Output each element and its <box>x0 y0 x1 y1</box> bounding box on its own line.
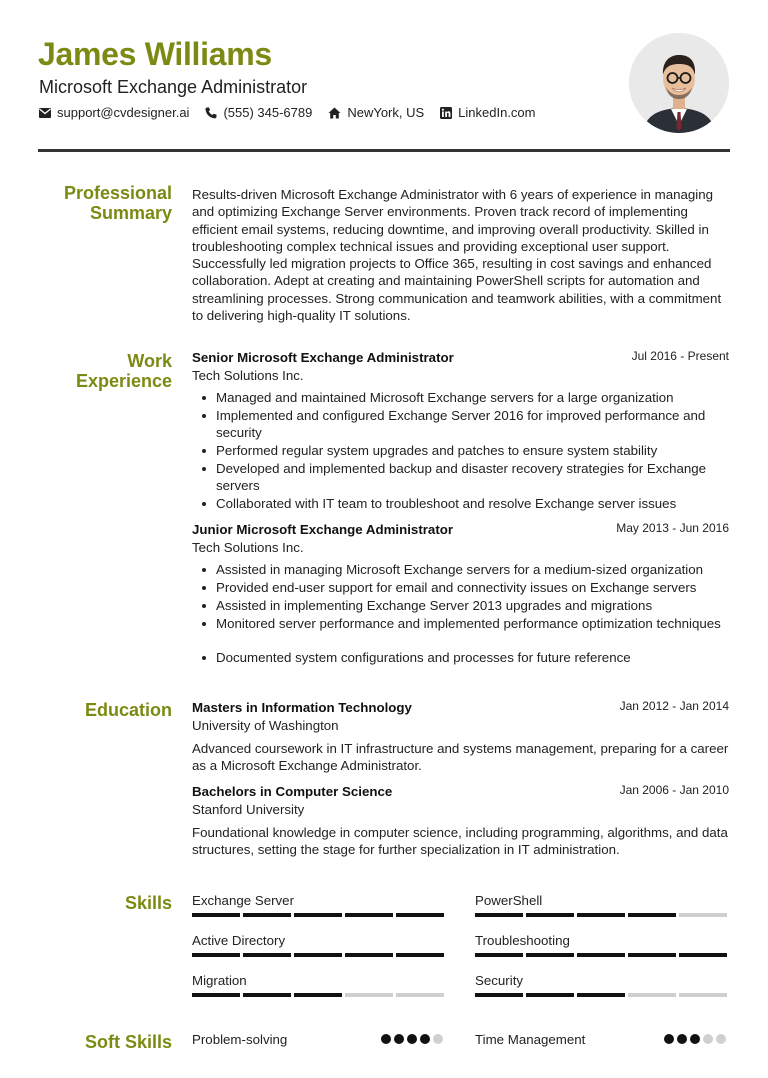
skill-bar-segment <box>526 953 574 957</box>
skill-bar-segment <box>192 913 240 917</box>
contact-email[interactable] <box>39 105 189 120</box>
job-dates: May 2013 - Jun 2016 <box>616 521 729 535</box>
skill-bar-segment <box>577 953 625 957</box>
skill-bar-segment <box>679 993 727 997</box>
section-title-work <box>38 351 172 391</box>
degree-description: Advanced coursework in IT infrastructure and systems management, preparing for a career as a Microsoft Exchange Administrator. <box>192 741 729 774</box>
list-item: Provided end-user support for email and connectivity issues on Exchange servers <box>200 579 730 596</box>
location-text: NewYork, US <box>347 105 425 120</box>
linkedin-icon <box>440 107 452 119</box>
skill-bar-segment <box>475 993 523 997</box>
header-divider <box>38 149 730 152</box>
skill-bar-segment <box>345 993 393 997</box>
job-bullets <box>200 389 730 513</box>
email-text: support@cvdesigner.ai <box>57 105 190 120</box>
skill-bar <box>475 993 730 997</box>
degree-description: Foundational knowledge in computer science, including programming, algorithms, and data structures, setting the stage for further specialization in IT administration. <box>192 825 728 858</box>
skill-bar-segment <box>192 953 240 957</box>
degree-title: Bachelors in Computer Science <box>192 784 393 799</box>
contact-location <box>328 105 424 120</box>
skill-bar-segment <box>628 993 676 997</box>
skill-bar-segment <box>526 913 574 917</box>
skill-label: PowerShell <box>475 893 543 908</box>
rating-dot <box>420 1034 430 1044</box>
profile-photo <box>629 33 729 133</box>
section-title-skills: Skills <box>124 893 172 913</box>
skill-bar-segment <box>679 953 727 957</box>
skill-bar-segment <box>294 953 342 957</box>
section-title-summary <box>38 183 172 223</box>
list-item: Assisted in managing Microsoft Exchange servers for a medium-sized organization <box>200 561 730 578</box>
phone-icon <box>205 107 217 119</box>
skill-bar <box>192 993 447 997</box>
rating-dot <box>433 1034 443 1044</box>
skill-bar-segment <box>294 993 342 997</box>
phone-text: (555) 345-6789 <box>223 105 313 120</box>
skill-bar-segment <box>396 953 444 957</box>
skill-bar-segment <box>628 953 676 957</box>
skill-bar-segment <box>243 953 291 957</box>
skill-bar-segment <box>475 913 523 917</box>
skill-bar-segment <box>294 913 342 917</box>
skill-bar-segment <box>345 953 393 957</box>
skill-bar-segment <box>243 993 291 997</box>
linkedin-text: LinkedIn.com <box>458 105 536 120</box>
skill-bar-segment <box>679 913 727 917</box>
rating-dot <box>716 1034 726 1044</box>
rating-dot <box>394 1034 404 1044</box>
section-title-education: Education <box>84 700 172 720</box>
rating-dot <box>677 1034 687 1044</box>
skill-label: Exchange Server <box>192 893 294 908</box>
soft-skill-rating <box>661 1034 726 1044</box>
job-company: Tech Solutions Inc. <box>192 368 304 383</box>
list-item: Assisted in implementing Exchange Server 2013 upgrades and migrations <box>200 597 730 614</box>
home-icon <box>328 107 341 119</box>
list-item: Managed and maintained Microsoft Exchange servers for a large organization <box>200 389 730 406</box>
degree-title: Masters in Information Technology <box>192 700 412 715</box>
job-bullets <box>200 561 730 667</box>
list-item: Performed regular system upgrades and patches to ensure system stability <box>200 442 730 459</box>
skill-bar-segment <box>243 913 291 917</box>
skill-bar-segment <box>396 913 444 917</box>
summary-title-line1: Professional <box>63 183 172 203</box>
list-item: Developed and implemented backup and disaster recovery strategies for Exchange servers <box>200 460 730 495</box>
degree-dates: Jan 2006 - Jan 2010 <box>619 783 729 797</box>
list-item: Monitored server performance and implemented performance optimization techniques <box>200 615 730 632</box>
rating-dot <box>381 1034 391 1044</box>
rating-dot <box>690 1034 700 1044</box>
skill-label: Migration <box>192 973 247 988</box>
job-title: Senior Microsoft Exchange Administrator <box>192 350 454 365</box>
envelope-icon <box>39 108 51 118</box>
summary-text: Results-driven Microsoft Exchange Administrator with 6 years of experience in managing and optimizing Exchange Server environments. Proven track record of implementing efficient email systems, reducing downtime, and improving overall productivity. Skilled in troubleshooting complex technical issues and providing exceptional user support. Successfully led migration projects to Office 365, resulting in cost savings and enhanced collaboration. Adept at creating and maintaining PowerShell scripts for automation and streamlining processes. Strong communication and teamwork abilities, with a commitment to delivering high-quality IT solutions. <box>192 187 722 324</box>
skill-bar-segment <box>628 913 676 917</box>
contact-linkedin[interactable] <box>440 105 535 120</box>
soft-skill-label: Problem-solving <box>192 1032 288 1047</box>
candidate-role: Microsoft Exchange Administrator <box>39 77 308 97</box>
rating-dot <box>407 1034 417 1044</box>
work-title-line1: Work <box>127 351 172 371</box>
skill-bar-segment <box>526 993 574 997</box>
school-name: Stanford University <box>192 802 305 817</box>
soft-skill-rating <box>378 1034 443 1044</box>
skill-bar-segment <box>396 993 444 997</box>
job-title: Junior Microsoft Exchange Administrator <box>192 522 454 537</box>
skill-bar-segment <box>192 993 240 997</box>
school-name: University of Washington <box>192 718 339 733</box>
summary-title-line2: Summary <box>89 203 172 223</box>
contact-phone[interactable] <box>205 105 312 120</box>
skill-bar <box>192 953 447 957</box>
skill-bar <box>192 913 447 917</box>
rating-dot <box>703 1034 713 1044</box>
list-item: Collaborated with IT team to troubleshoot and resolve Exchange server issues <box>200 495 730 512</box>
degree-dates: Jan 2012 - Jan 2014 <box>619 699 729 713</box>
job-company: Tech Solutions Inc. <box>192 540 304 555</box>
soft-skill-label: Time Management <box>475 1032 586 1047</box>
skill-bar <box>475 953 730 957</box>
skill-bar-segment <box>475 953 523 957</box>
list-item: Implemented and configured Exchange Server 2016 for improved performance and security <box>200 407 730 442</box>
section-title-soft-skills: Soft Skills <box>84 1032 172 1052</box>
skill-label: Active Directory <box>192 933 286 948</box>
contact-row <box>39 105 552 120</box>
skill-bar-segment <box>577 913 625 917</box>
skill-bar <box>475 913 730 917</box>
work-title-line2: Experience <box>75 371 172 391</box>
skill-bar-segment <box>345 913 393 917</box>
skill-label: Troubleshooting <box>475 933 570 948</box>
rating-dot <box>664 1034 674 1044</box>
list-item: Documented system configurations and processes for future reference <box>200 649 730 666</box>
candidate-name: James Williams <box>38 36 272 72</box>
job-dates: Jul 2016 - Present <box>631 349 729 363</box>
skill-label: Security <box>475 973 524 988</box>
skill-bar-segment <box>577 993 625 997</box>
